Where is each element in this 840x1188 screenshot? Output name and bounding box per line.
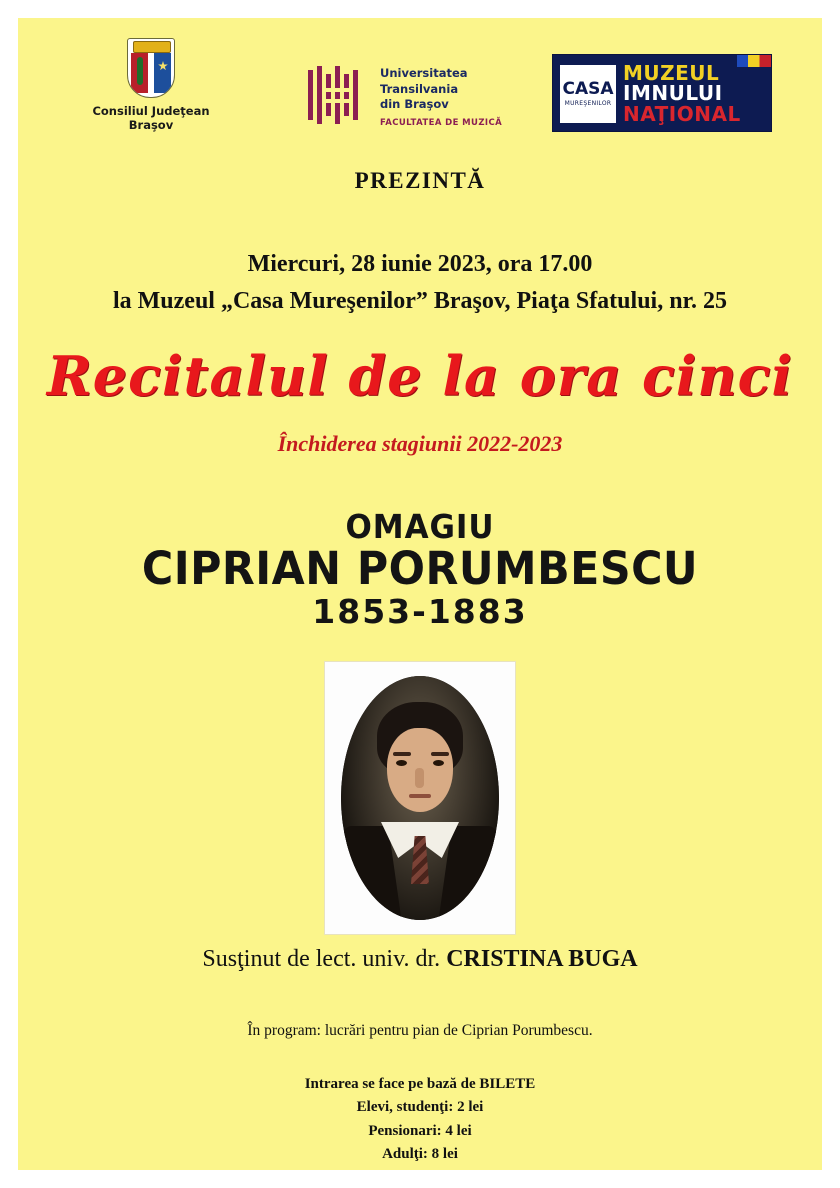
logo-university — [308, 66, 538, 138]
page-title: Recitalul de la ora cinci — [46, 344, 794, 408]
university-faculty: FACULTATEA DE MUZICĂ — [380, 118, 503, 128]
performer-prefix: Susţinut de lect. univ. dr. — [202, 946, 447, 972]
coat-of-arms-icon — [127, 38, 175, 98]
county-council-caption: Consiliul Judeţean Braşov — [92, 104, 210, 133]
presents-label: PREZINTĂ — [354, 168, 486, 193]
poster-inner — [18, 18, 822, 1170]
ticket-info — [18, 1073, 822, 1166]
unitbv-square-mark-icon — [308, 66, 366, 124]
event-details — [18, 246, 822, 320]
tribute-line-3: 1853-1883 — [312, 592, 528, 631]
logo-county-council — [66, 38, 236, 133]
performer-line — [18, 946, 822, 973]
tribute-line-1: OMAGIU — [345, 507, 495, 546]
performer-name: CRISTINA BUGA — [446, 946, 638, 972]
tribute-heading — [18, 507, 822, 631]
museum-name: MUZEUL IMNULUI NAŢIONAL — [623, 61, 741, 126]
ticket-line-1: Intrarea se face pe bază de BILETE — [304, 1076, 536, 1092]
program-note: În program: lucrări pentru pian de Ciprian Porumbescu. — [247, 1022, 593, 1039]
ticket-line-4: Adulţi: 8 lei — [382, 1145, 458, 1162]
portrait-image — [324, 661, 516, 935]
ticket-line-2: Elevi, studenţi: 2 lei — [356, 1099, 484, 1116]
romania-tricolor-icon — [737, 55, 771, 67]
logo-museum — [552, 54, 772, 132]
tribute-line-2: CIPRIAN PORUMBESCU — [141, 542, 699, 595]
event-venue: la Muzeul „Casa Mureşenilor” Braşov, Piaţa Sfatului, nr. 25 — [112, 288, 727, 315]
portrait-oval — [341, 676, 499, 920]
ticket-line-3: Pensionari: 4 lei — [368, 1122, 472, 1139]
casa-muresenilor-badge: CASA MUREŞENILOR — [560, 65, 616, 123]
university-name: Universitatea Transilvania din Braşov — [380, 66, 468, 112]
page-subtitle: Închiderea stagiunii 2022-2023 — [277, 431, 563, 456]
event-datetime: Miercuri, 28 iunie 2023, ora 17.00 — [247, 251, 593, 277]
logo-row — [18, 30, 822, 140]
